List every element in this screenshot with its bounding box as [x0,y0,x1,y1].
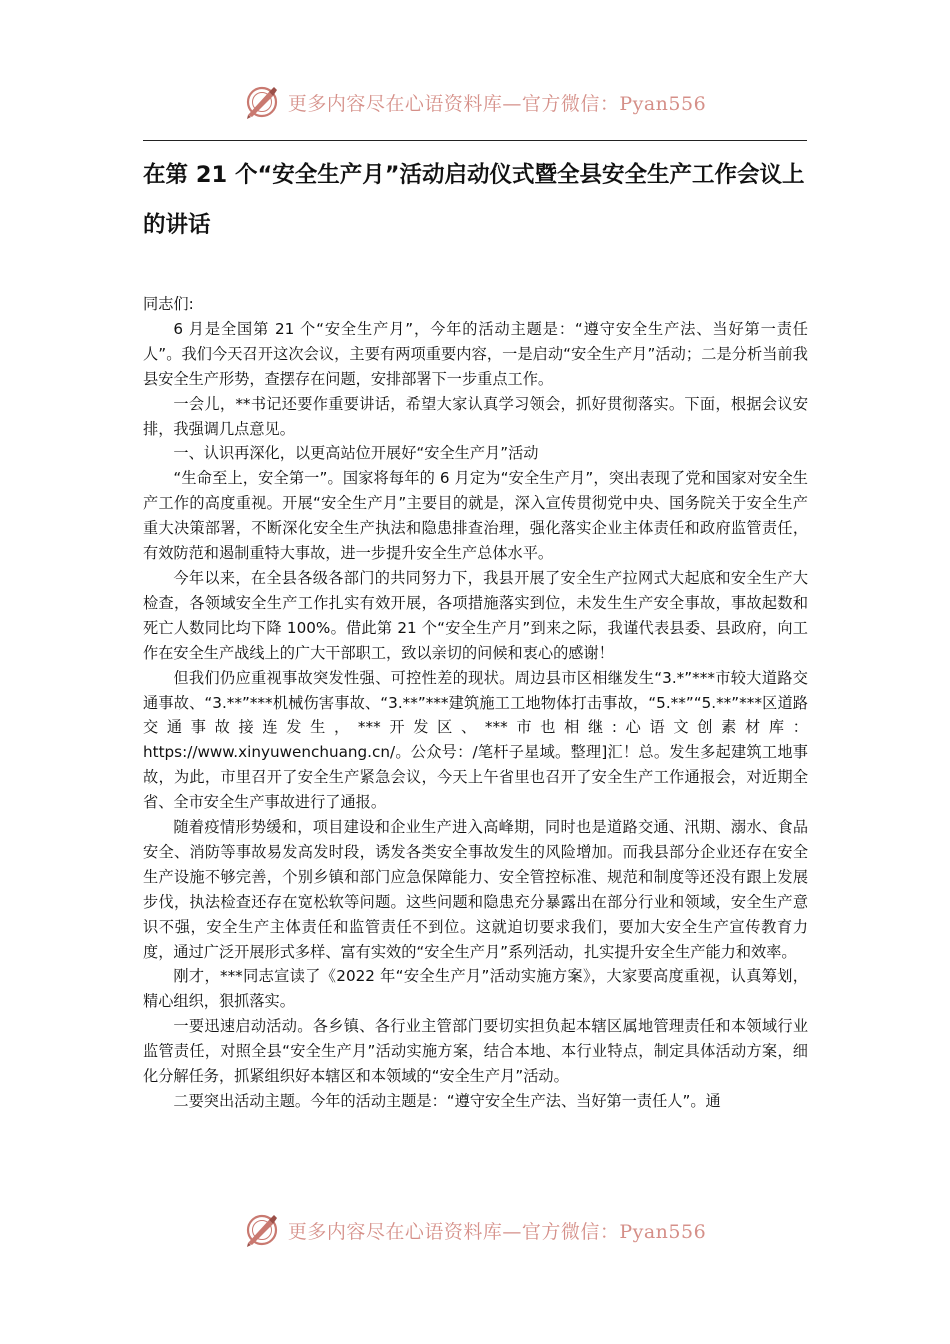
watermark-text: 更多内容尽在心语资料库—官方微信：Pyan556 [287,1220,707,1243]
pen-seal-logo-icon [244,1212,280,1248]
paragraph: “生命至上，安全第一”。国家将每年的 6 月定为“安全生产月”，突出表现了党和国家对安全生产工作的高度重视。开展“安全生产月”主要目的就是，深入宣传贯彻党中央、国务院关于安全生产重大决策部署，不断深化安全生产执法和隐患排查治理，强化落实企业主体责任和政府监管责任，有效防范和遏制重特大事故，进一步提升安全生产总体水平。 [143,469,808,563]
paragraph: 刚才，***同志宣读了《2022 年“安全生产月”活动实施方案》，大家要高度重视，认真筹划，精心组织，狠抓落实。 [143,967,808,1011]
pen-seal-logo-icon [244,84,280,120]
footer-watermark [0,1206,950,1254]
paragraph: 但我们仍应重视事故突发性强、可控性差的现状。周边县市区相继发生“3.*”***市较大道路交通事故、“3.**”***机械伤害事故、“3.**”***建筑施工工地物体打击事故，“5.**”“5.**”***区道路交通事故接连发生，***开发区、***市也相继:心语文创素材库：https://www.xinyuwenchuang.cn/。公众号：/笔杆子星域。整理]汇！总。发生多起建筑工地事故，为此，市里召开了安全生产紧急会议，今天上午省里也召开了安全生产工作通报会，对近期全省、全市安全生产事故进行了通报。 [143,668,808,812]
paragraph: 一会儿，**书记还要作重要讲话，希望大家认真学习领会，抓好贯彻落实。下面，根据会议安排，我强调几点意见。 [143,394,808,438]
section-heading: 一、认识再深化，以更高站位开展好“安全生产月”活动 [173,444,539,463]
document-title: 在第 21 个“安全生产月”活动启动仪式暨全县安全生产工作会议上的讲话 [143,162,805,238]
header-divider [143,140,807,141]
document-body [143,292,808,1114]
paragraph: 6 月是全国第 21 个“安全生产月”，今年的活动主题是：“遵守安全生产法、当好第一责任人”。我们今天召开这次会议，主要有两项重要内容，一是启动“安全生产月”活动；二是分析当前我县安全生产形势，查摆存在问题，安排部署下一步重点工作。 [143,319,808,388]
paragraph: 二要突出活动主题。今年的活动主题是：“遵守安全生产法、当好第一责任人”。通 [173,1092,721,1110]
paragraph: 今年以来，在全县各级各部门的共同努力下，我县开展了安全生产拉网式大起底和安全生产大检查，各领域安全生产工作扎实有效开展，各项措施落实到位，未发生生产安全事故，事故起数和死亡人数同比均下降 100%。借此第 21 个“安全生产月”到来之际，我谨代表县委、县政府，向工作在安全生产战线上的广大干部职工，致以亲切的问候和衷心的感谢！ [143,568,808,662]
header-watermark [0,78,950,126]
paragraph: 随着疫情形势缓和，项目建设和企业生产进入高峰期，同时也是道路交通、汛期、溺水、食品安全、消防等事故易发高发时段，诱发各类安全事故发生的风险增加。而我县部分企业还存在安全生产设施不够完善，个别乡镇和部门应急保障能力、安全管控标准、规范和制度等还没有跟上发展步伐，执法检查还存在宽松软等问题。这些问题和隐患充分暴露出在部分行业和领域，安全生产意识不强，安全生产主体责任和监管责任不到位。这就迫切要求我们，要加大安全生产宣传教育力度，通过广泛开展形式多样、富有实效的“安全生产月”系列活动，扎实提升安全生产能力和效率。 [143,818,808,961]
salutation: 同志们: [143,295,194,313]
paragraph: 一要迅速启动活动。各乡镇、各行业主管部门要切实担负起本辖区属地管理责任和本领域行业监管责任，对照全县“安全生产月”活动实施方案，结合本地、本行业特点，制定具体活动方案，细化分解任务，抓紧组织好本辖区和本领域的“安全生产月”活动。 [143,1017,808,1086]
watermark-text: 更多内容尽在心语资料库—官方微信：Pyan556 [287,92,707,115]
